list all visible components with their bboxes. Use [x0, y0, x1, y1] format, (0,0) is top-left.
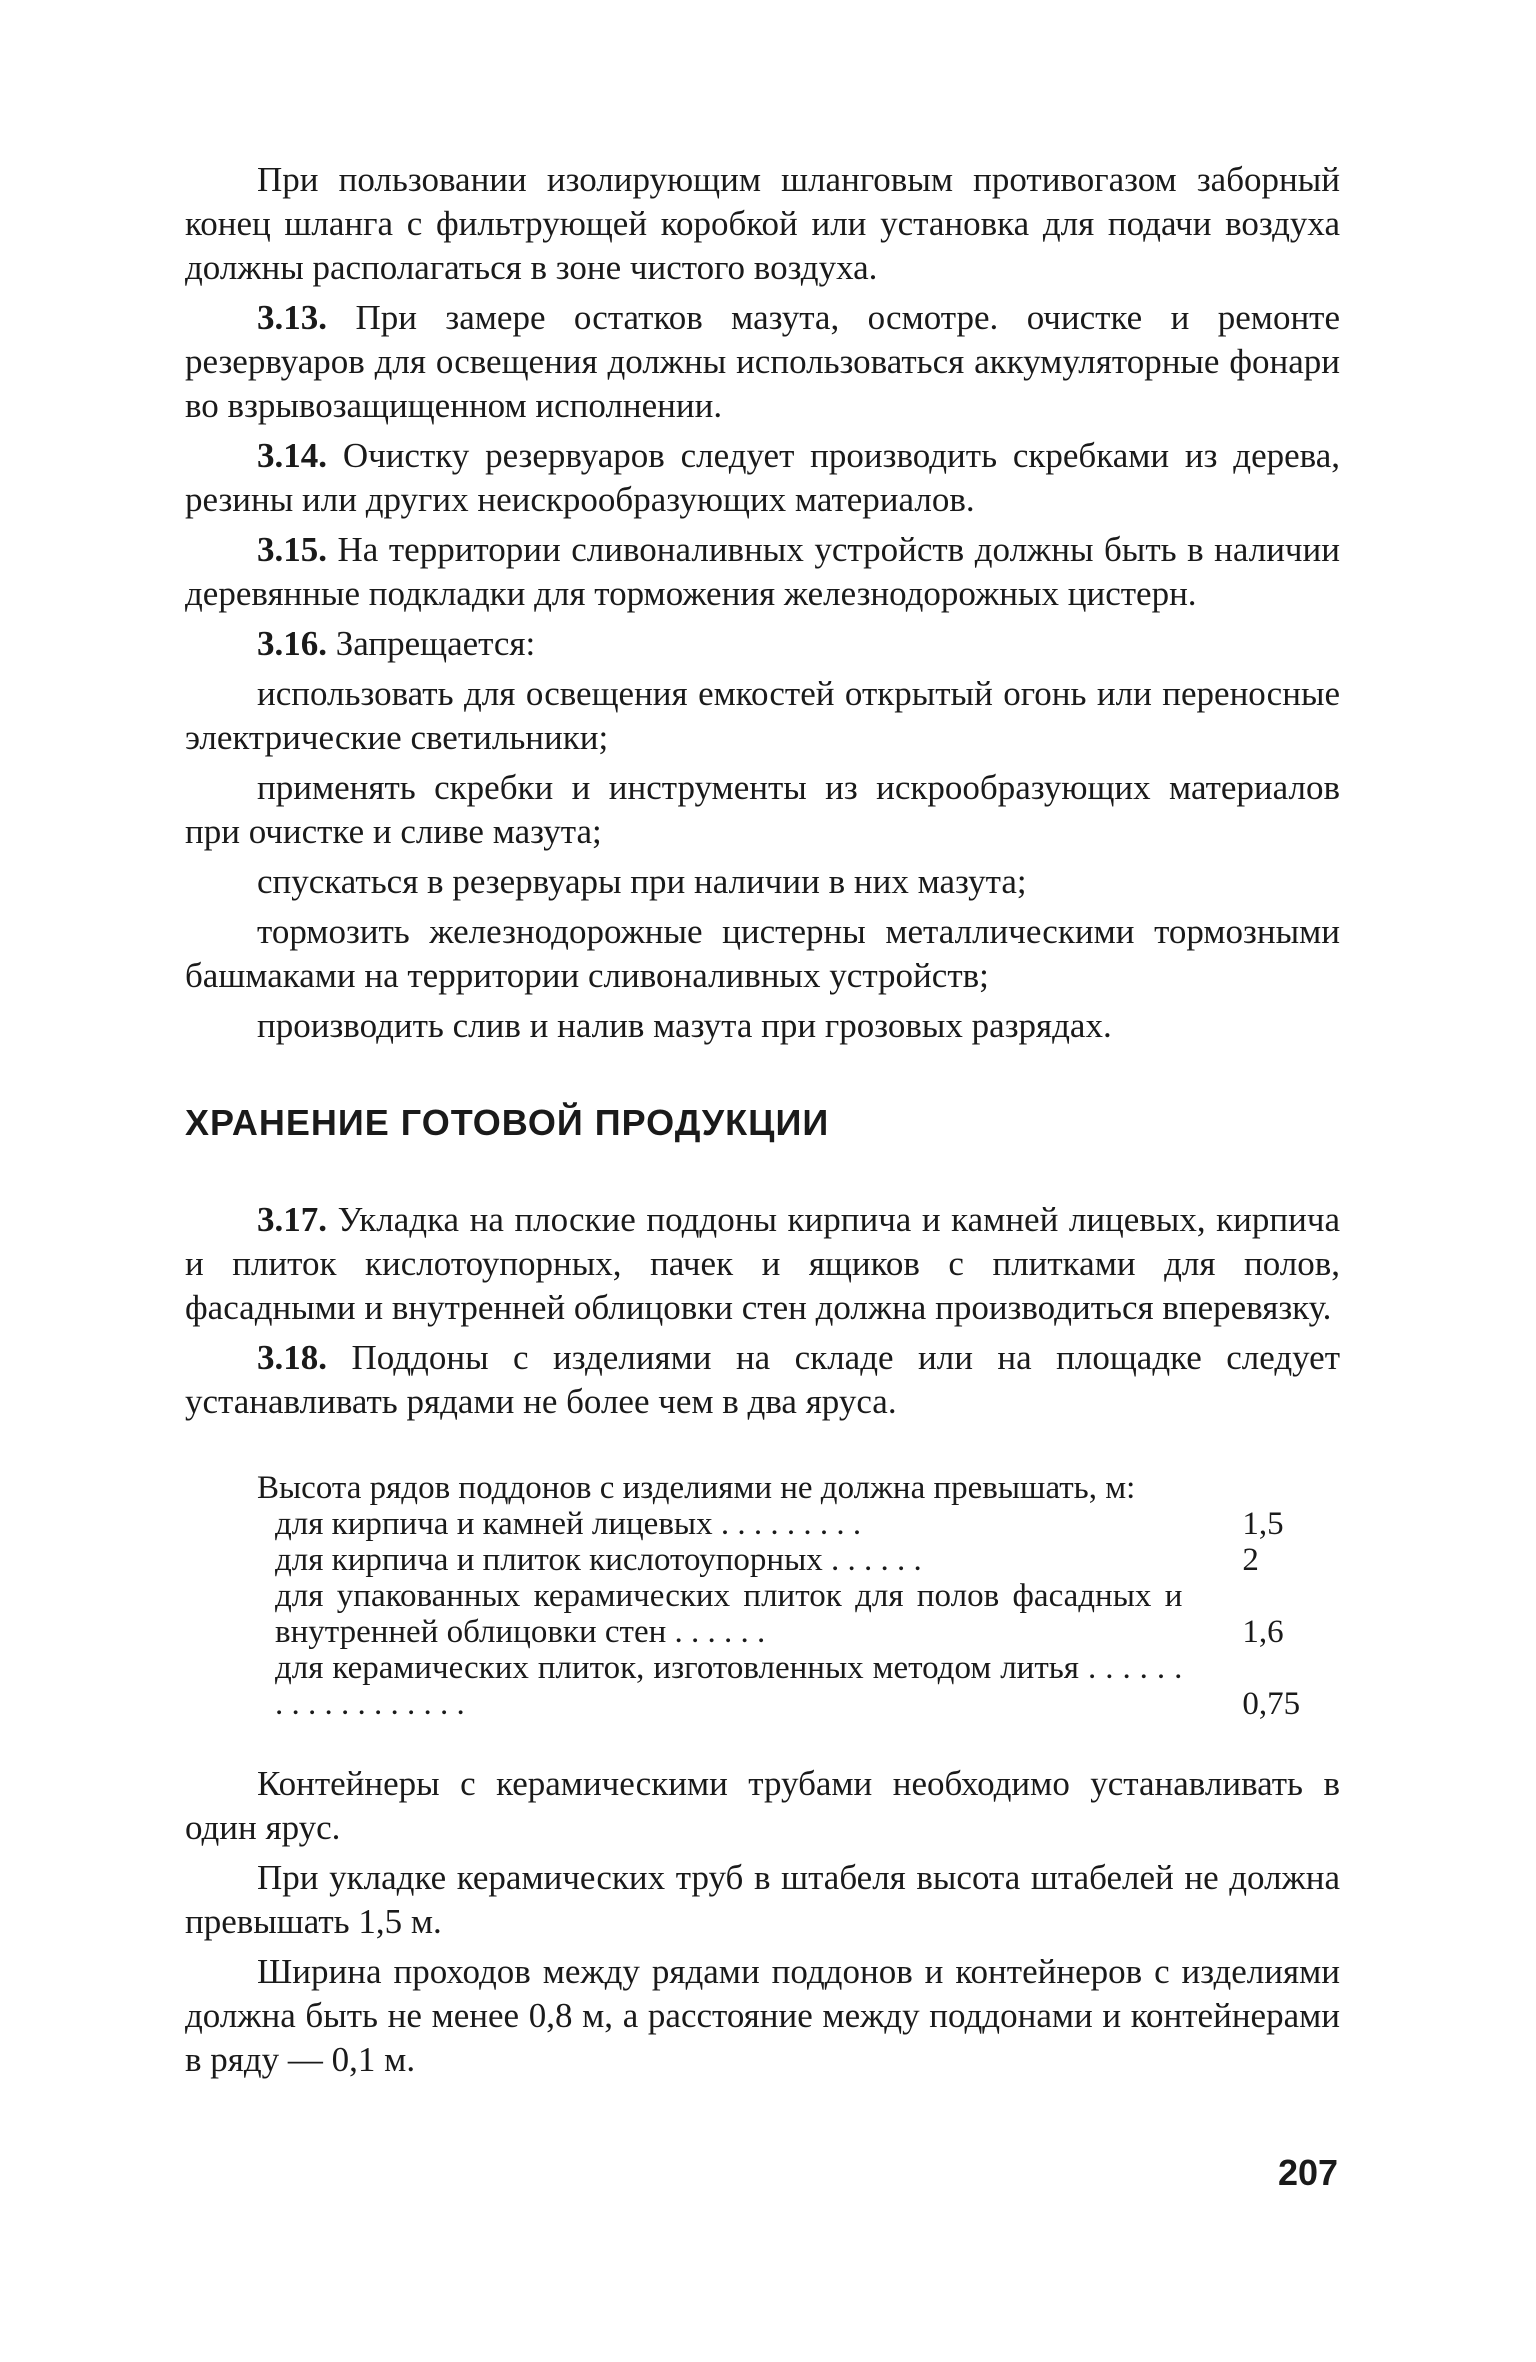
clause-text: Запрещается:	[335, 624, 536, 663]
spec-label: для упакованных керамических плиток для полов фасадных и внутренней облицовки стен . . . . . .	[275, 1578, 1183, 1650]
clause-text: На территории сливоналивных устройств должны быть в наличии деревянные подкладки для торможения железнодорожных цистерн.	[185, 530, 1340, 613]
paragraph-3-16	[185, 622, 1340, 666]
paragraph-containers: Контейнеры с керамическими трубами необходимо устанавливать в один ярус.	[185, 1764, 1340, 1847]
paragraph-3-18	[185, 1336, 1340, 1424]
paragraph-3-15	[185, 528, 1340, 616]
prohibition-item: применять скребки и инструменты из искрообразующих материалов при очистке и сливе мазута;	[185, 768, 1340, 851]
spec-row	[185, 1650, 1340, 1722]
clause-number: 3.18.	[257, 1338, 327, 1377]
height-spec-table	[185, 1470, 1340, 1722]
paragraph-pipes: При укладке керамических труб в штабеля высота штабелей не должна превышать 1,5 м.	[185, 1858, 1340, 1941]
paragraph-3-13	[185, 296, 1340, 428]
spec-label: для кирпича и камней лицевых . . . . . . . . .	[275, 1506, 862, 1542]
clause-number: 3.16.	[257, 624, 327, 663]
spec-value: 1,5	[1242, 1506, 1284, 1542]
clause-number: 3.17.	[257, 1200, 327, 1239]
paragraph-gas-mask: При пользовании изолирующим шланговым противогазом заборный конец шланга с фильтрующей коробкой или установка для подачи воздуха должны располагаться в зоне чистого воздуха.	[185, 160, 1340, 287]
spec-label: для кирпича и плиток кислотоупорных . . . . . .	[275, 1542, 922, 1578]
prohibition-item: использовать для освещения емкостей открытый огонь или переносные электрические светильники;	[185, 674, 1340, 757]
paragraph-3-14	[185, 434, 1340, 522]
prohibition-item: спускаться в резервуары при наличии в них мазута;	[257, 862, 1027, 901]
clause-text: Очистку резервуаров следует производить скребками из дерева, резины или других неискрообразующих материалов.	[185, 436, 1340, 519]
clause-text: Поддоны с изделиями на складе или на площадке следует устанавливать рядами не более чем в два яруса.	[185, 1338, 1340, 1421]
page-number: 207	[1278, 2152, 1339, 2193]
clause-text: При замере остатков мазута, осмотре. очистке и ремонте резервуаров для освещения должны использоваться аккумуляторные фонари во взрывозащищенном исполнении.	[185, 298, 1341, 425]
spec-value: 2	[1242, 1542, 1259, 1578]
prohibition-item: тормозить железнодорожные цистерны металлическими тормозными башмаками на территории сливоналивных устройств;	[185, 912, 1340, 995]
clause-text: Укладка на плоские поддоны кирпича и камней лицевых, кирпича и плиток кислотоупорных, пачек и ящиков с плитками для полов, фасадными и внутренней облицовки стен должна производиться вперевязку.	[185, 1200, 1341, 1327]
spec-value: 0,75	[1242, 1686, 1301, 1722]
page-content	[185, 158, 1340, 2088]
spec-value: 1,6	[1242, 1614, 1284, 1650]
prohibition-item: производить слив и налив мазута при грозовых разрядах.	[257, 1006, 1112, 1045]
clause-number: 3.13.	[257, 298, 327, 337]
spec-row	[185, 1506, 1340, 1542]
spec-row	[185, 1578, 1340, 1650]
section-heading: ХРАНЕНИЕ ГОТОВОЙ ПРОДУКЦИИ	[185, 1102, 830, 1143]
spec-label: для керамических плиток, изготовленных методом литья . . . . . . . . . . . . . . . . . .	[275, 1650, 1183, 1722]
spec-row	[185, 1542, 1340, 1578]
paragraph-3-17	[185, 1198, 1340, 1330]
clause-number: 3.14.	[257, 436, 327, 475]
paragraph-passage-width: Ширина проходов между рядами поддонов и контейнеров с изделиями должна быть не менее 0,8 м, а расстояние между поддонами и контейнерами в ряду — 0,1 м.	[185, 1952, 1340, 2079]
clause-number: 3.15.	[257, 530, 327, 569]
spec-intro: Высота рядов поддонов с изделиями не должна превышать, м:	[257, 1470, 1136, 1506]
